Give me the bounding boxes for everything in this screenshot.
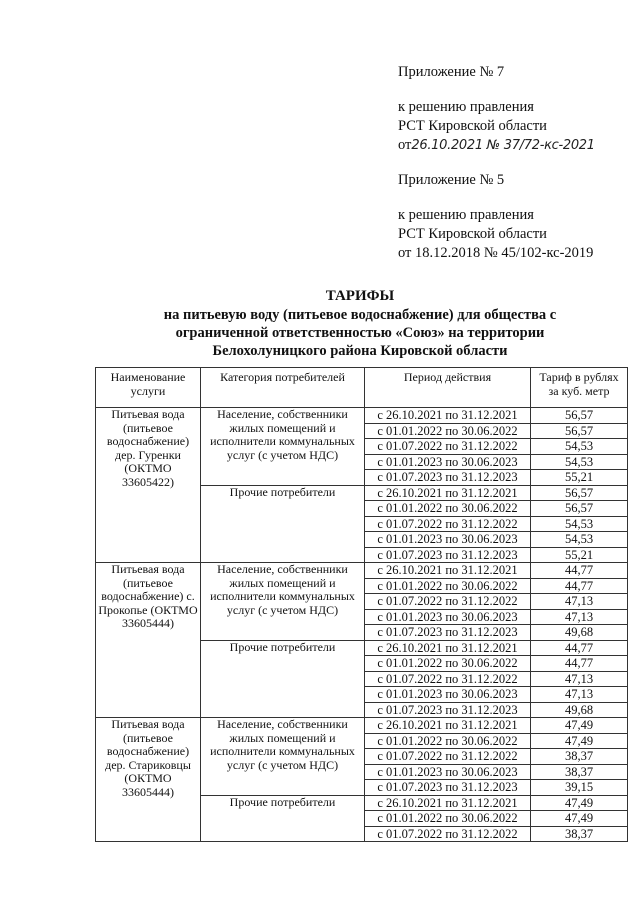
period-cell: с 26.10.2021 по 31.12.2021 <box>365 563 531 579</box>
tariff-table <box>95 367 628 842</box>
period-cell: с 01.01.2023 по 30.06.2023 <box>365 609 531 625</box>
decision2-line-3: от 18.12.2018 № 45/102-кс-2019 <box>398 245 594 261</box>
period-cell: с 01.01.2022 по 30.06.2022 <box>365 811 531 827</box>
tariff-cell: 44,77 <box>531 578 628 594</box>
decision-line-3 <box>398 136 595 155</box>
table-row <box>96 408 628 424</box>
period-cell: с 01.07.2023 по 31.12.2023 <box>365 780 531 796</box>
tariff-cell: 49,68 <box>531 625 628 641</box>
table-body <box>96 408 628 842</box>
period-cell: с 01.01.2022 по 30.06.2022 <box>365 501 531 517</box>
period-cell: с 01.01.2022 по 30.06.2022 <box>365 423 531 439</box>
tariff-cell: 44,77 <box>531 656 628 672</box>
tariff-cell: 56,57 <box>531 485 628 501</box>
appendix-7-label: Приложение № 7 <box>398 64 505 80</box>
table-row <box>96 718 628 734</box>
consumer-category-cell: Прочие потребители <box>201 795 365 842</box>
period-cell: с 26.10.2021 по 31.12.2021 <box>365 640 531 656</box>
tariff-cell: 38,37 <box>531 764 628 780</box>
period-cell: с 01.07.2023 по 31.12.2023 <box>365 470 531 486</box>
tariff-cell: 44,77 <box>531 640 628 656</box>
handwritten-date-number: 26.10.2021 № 37/72-кс-2021 <box>411 138 595 153</box>
from-prefix: от <box>398 137 412 153</box>
tariff-cell: 55,21 <box>531 547 628 563</box>
period-cell: с 01.07.2022 по 31.12.2022 <box>365 826 531 842</box>
period-cell: с 01.07.2022 по 31.12.2022 <box>365 594 531 610</box>
tariff-cell: 56,57 <box>531 408 628 424</box>
tariff-cell: 54,53 <box>531 454 628 470</box>
table-header-row <box>96 368 628 408</box>
tariff-cell: 47,49 <box>531 795 628 811</box>
consumer-category-cell: Население, собственники жилых помещений и исполнители коммунальных услуг (с учетом НДС) <box>201 563 365 641</box>
period-cell: с 26.10.2021 по 31.12.2021 <box>365 795 531 811</box>
period-cell: с 01.01.2023 по 30.06.2023 <box>365 687 531 703</box>
period-cell: с 01.07.2023 по 31.12.2023 <box>365 547 531 563</box>
decision-line-1: к решению правления <box>398 99 534 115</box>
period-cell: с 26.10.2021 по 31.12.2021 <box>365 485 531 501</box>
period-cell: с 01.07.2022 по 31.12.2022 <box>365 516 531 532</box>
consumer-category-cell: Прочие потребители <box>201 485 365 563</box>
tariff-cell: 54,53 <box>531 532 628 548</box>
tariff-cell: 54,53 <box>531 516 628 532</box>
tariff-cell: 47,49 <box>531 811 628 827</box>
tariff-cell: 39,15 <box>531 780 628 796</box>
title-line-2: ограниченной ответственностью «Союз» на территории <box>175 325 545 341</box>
consumer-category-cell: Население, собственники жилых помещений и исполнители коммунальных услуг (с учетом НДС) <box>201 408 365 486</box>
decision2-line-1: к решению правления <box>398 207 534 223</box>
decision2-line-2: РСТ Кировской области <box>398 226 547 242</box>
period-cell: с 01.01.2023 по 30.06.2023 <box>365 454 531 470</box>
service-name-cell: Питьевая вода (питьевое водоснабжение) с. Прокопье (ОКТМО 33605444) <box>96 563 201 718</box>
service-name-cell: Питьевая вода (питьевое водоснабжение) дер. Гуренки (ОКТМО 33605422) <box>96 408 201 563</box>
tariff-cell: 47,13 <box>531 687 628 703</box>
period-cell: с 26.10.2021 по 31.12.2021 <box>365 718 531 734</box>
tariff-cell: 47,49 <box>531 718 628 734</box>
tariff-cell: 49,68 <box>531 702 628 718</box>
period-cell: с 01.07.2022 по 31.12.2022 <box>365 671 531 687</box>
tariff-cell: 56,57 <box>531 423 628 439</box>
period-cell: с 01.07.2023 по 31.12.2023 <box>365 702 531 718</box>
period-cell: с 01.01.2022 по 30.06.2022 <box>365 656 531 672</box>
period-cell: с 01.01.2023 по 30.06.2023 <box>365 532 531 548</box>
period-cell: с 01.01.2022 по 30.06.2022 <box>365 733 531 749</box>
title-line-1: на питьевую воду (питьевое водоснабжение) для общества с <box>163 307 557 323</box>
appendix-5-label: Приложение № 5 <box>398 172 505 188</box>
tariff-cell: 44,77 <box>531 563 628 579</box>
tariff-cell: 47,13 <box>531 609 628 625</box>
header-category: Категория потребителей <box>201 368 365 408</box>
title-main: ТАРИФЫ <box>325 288 395 304</box>
tariff-cell: 56,57 <box>531 501 628 517</box>
period-cell: с 26.10.2021 по 31.12.2021 <box>365 408 531 424</box>
period-cell: с 01.07.2022 по 31.12.2022 <box>365 749 531 765</box>
header-service: Наименование услуги <box>96 368 201 408</box>
tariff-cell: 47,13 <box>531 671 628 687</box>
header-tariff: Тариф в рублях за куб. метр <box>531 368 628 408</box>
period-cell: с 01.07.2023 по 31.12.2023 <box>365 625 531 641</box>
tariff-cell: 38,37 <box>531 749 628 765</box>
tariff-cell: 55,21 <box>531 470 628 486</box>
tariff-cell: 47,13 <box>531 594 628 610</box>
service-name-cell: Питьевая вода (питьевое водоснабжение) дер. Стариковцы (ОКТМО 33605444) <box>96 718 201 842</box>
tariff-cell: 47,49 <box>531 733 628 749</box>
tariff-cell: 38,37 <box>531 826 628 842</box>
period-cell: с 01.01.2022 по 30.06.2022 <box>365 578 531 594</box>
title-line-3: Белохолуницкого района Кировской области <box>212 343 508 359</box>
header-period: Период действия <box>365 368 531 408</box>
period-cell: с 01.07.2022 по 31.12.2022 <box>365 439 531 455</box>
tariff-cell: 54,53 <box>531 439 628 455</box>
table-row <box>96 563 628 579</box>
period-cell: с 01.01.2023 по 30.06.2023 <box>365 764 531 780</box>
decision-line-2: РСТ Кировской области <box>398 118 547 134</box>
consumer-category-cell: Прочие потребители <box>201 640 365 718</box>
consumer-category-cell: Население, собственники жилых помещений и исполнители коммунальных услуг (с учетом НДС) <box>201 718 365 796</box>
